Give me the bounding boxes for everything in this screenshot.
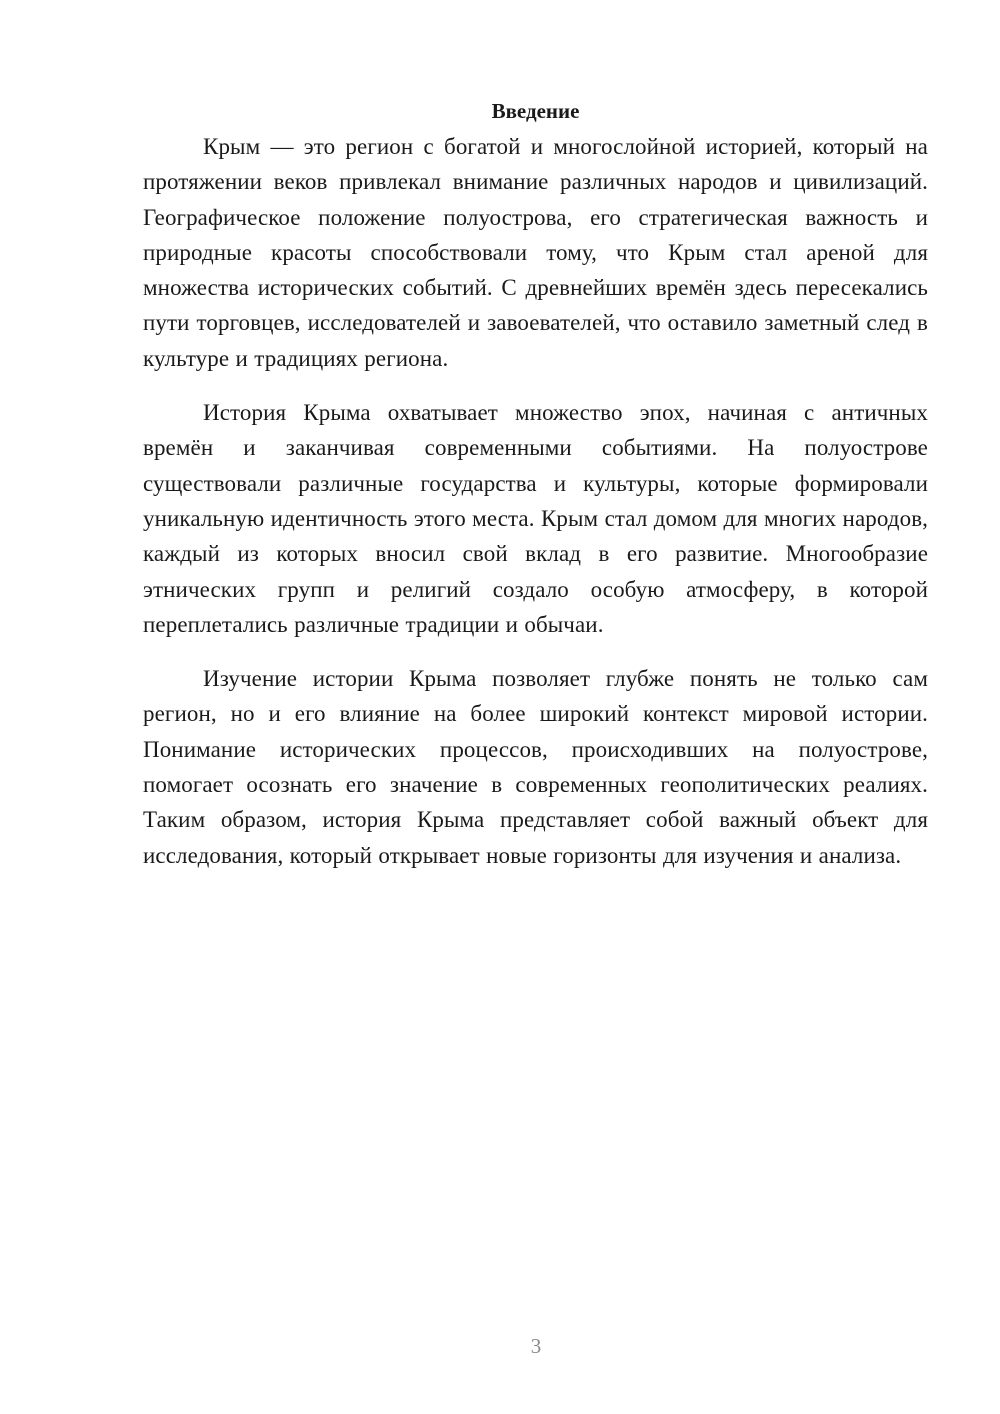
paragraph-2: История Крыма охватывает множество эпох, начиная с античных времён и заканчивая современными событиями. На полуострове существовали различные государства и культуры, которые формировали уникальную идентичность этого места. Крым стал домом для многих народов, каждый из которых вносил свой вклад в его развитие. Многообразие этнических групп и религий создало особую атмосферу, в которой переплетались различные традиции и обычаи. [143,400,928,637]
page-content [143,96,928,892]
section-title: Введение [491,99,580,123]
page-number: 3 [530,1334,542,1358]
paragraph-3: Изучение истории Крыма позволяет глубже понять не только сам регион, но и его влияние на более широкий контекст мировой истории. Понимание исторических процессов, происходивших на полуострове, помогает осознать его значение в современных геополитических реалиях. Таким образом, история Крыма представляет собой важный объект для исследования, который открывает новые горизонты для изучения и анализа. [143,666,928,868]
paragraph-1: Крым — это регион с богатой и многослойной историей, который на протяжении веков привлекал внимание различных народов и цивилизаций. Географическое положение полуострова, его стратегическая важность и природные красоты способствовали тому, что Крым стал ареной для множества исторических событий. С древнейших времён здесь пересекались пути торговцев, исследователей и завоевателей, что оставило заметный след в культуре и традициях региона. [143,134,928,371]
